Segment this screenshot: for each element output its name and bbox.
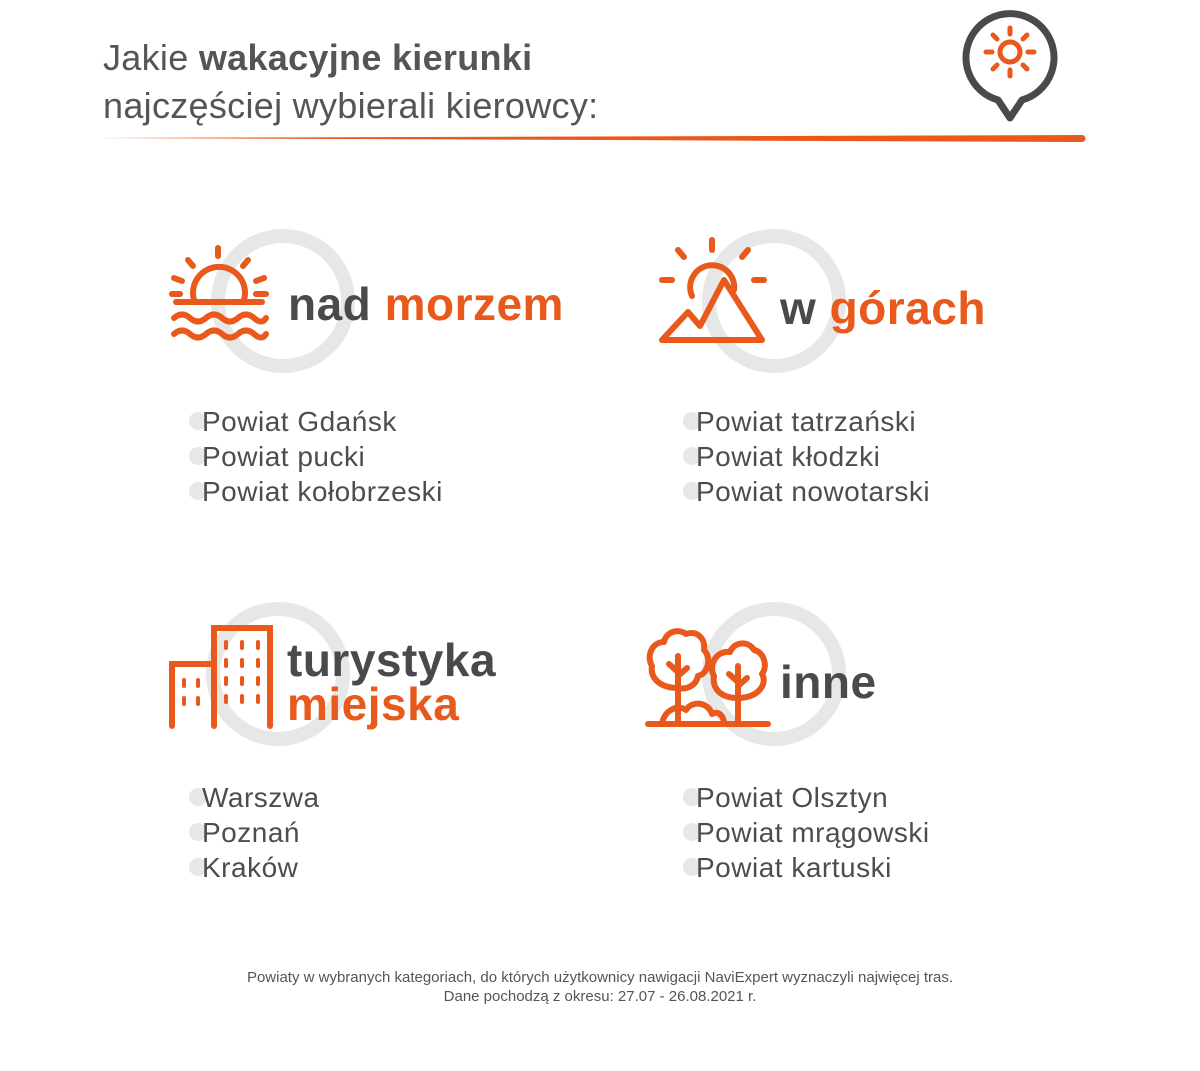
list-item: Powiat kartuski bbox=[683, 850, 930, 885]
list-item: Powiat kłodzki bbox=[683, 439, 930, 474]
heading-dark-part: turystyka bbox=[287, 634, 497, 686]
map-pin-sun-icon bbox=[958, 2, 1062, 126]
title-prefix: Jakie bbox=[103, 37, 199, 78]
footer-line-1: Powiaty w wybranych kategoriach, do których użytkownicy nawigacji NaviExpert wyznaczyli najwięcej tras. bbox=[246, 969, 954, 986]
category-list bbox=[683, 404, 930, 509]
footer-note bbox=[0, 968, 1200, 1006]
category-heading bbox=[288, 280, 564, 328]
heading-accent-part: miejska bbox=[287, 678, 460, 730]
category-list bbox=[189, 780, 320, 885]
header-divider bbox=[100, 132, 1086, 144]
list-item: Powiat mrągowski bbox=[683, 815, 930, 850]
list-item: Powiat Olsztyn bbox=[683, 780, 930, 815]
heading-dark-part: nad bbox=[288, 278, 385, 330]
trees-icon bbox=[642, 626, 774, 730]
list-item: Kraków bbox=[189, 850, 320, 885]
heading-dark-part: inne bbox=[780, 656, 877, 708]
category-list bbox=[189, 404, 443, 509]
category-heading bbox=[287, 634, 497, 730]
category-heading bbox=[780, 658, 877, 706]
list-item: Powiat nowotarski bbox=[683, 474, 930, 509]
category-list bbox=[683, 780, 930, 885]
list-item: Poznań bbox=[189, 815, 320, 850]
heading-accent-part: morzem bbox=[384, 278, 564, 330]
list-item: Powiat kołobrzeski bbox=[189, 474, 443, 509]
page-title bbox=[103, 34, 598, 130]
title-bold: wakacyjne kierunki bbox=[198, 37, 533, 78]
mountains-sun-icon bbox=[656, 236, 768, 346]
heading-accent-part: górach bbox=[829, 282, 986, 334]
category-heading bbox=[780, 284, 986, 332]
city-buildings-icon bbox=[166, 624, 276, 730]
sunset-sea-icon bbox=[168, 244, 272, 344]
footer-line-2: Dane pochodzą z okresu: 27.07 - 26.08.2021 r. bbox=[443, 988, 757, 1005]
title-line2: najczęściej wybierali kierowcy: bbox=[103, 85, 599, 126]
list-item: Powiat Gdańsk bbox=[189, 404, 443, 439]
list-item: Powiat pucki bbox=[189, 439, 443, 474]
heading-dark-part: w bbox=[780, 282, 830, 334]
list-item: Powiat tatrzański bbox=[683, 404, 930, 439]
list-item: Warszwa bbox=[189, 780, 320, 815]
